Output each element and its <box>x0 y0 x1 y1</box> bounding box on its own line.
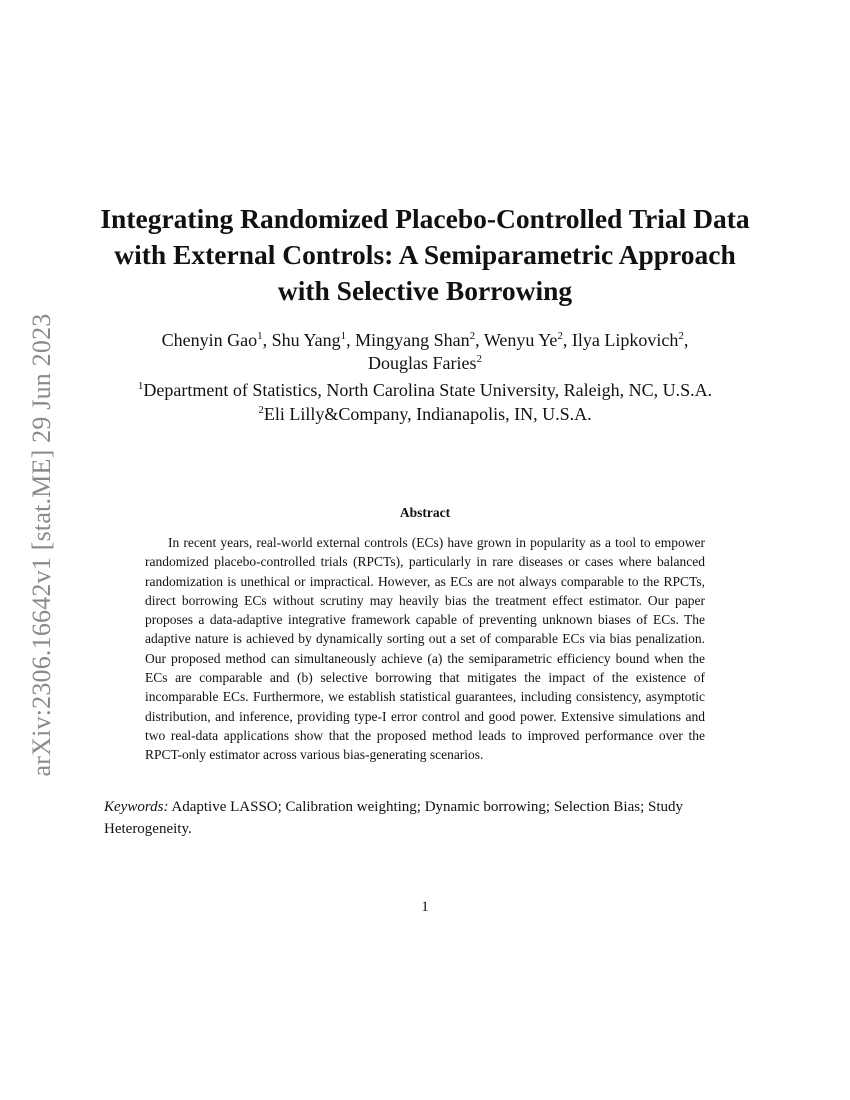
arxiv-sidebar <box>24 290 60 800</box>
author-separator: , <box>562 330 572 350</box>
author-affiliation-mark: 1 <box>257 330 263 342</box>
author-separator: , <box>683 330 689 350</box>
author-separator: , <box>346 330 356 350</box>
abstract-heading: Abstract <box>399 505 451 520</box>
author-name: Chenyin Gao <box>161 330 258 350</box>
affiliation-mark: 2 <box>258 404 264 416</box>
page-number: 1 <box>421 899 429 915</box>
author-entry <box>355 330 484 350</box>
author-affiliation-mark: 2 <box>469 330 476 342</box>
author-entry <box>272 330 356 350</box>
author-name: Wenyu Ye <box>483 330 558 350</box>
affiliation-text: Eli Lilly&Company, Indianapolis, IN, U.S.A. <box>263 404 592 424</box>
author-affiliation-mark: 2 <box>557 330 563 342</box>
author-entry <box>368 353 482 373</box>
author-entry <box>572 330 688 350</box>
author-name: Shu Yang <box>271 330 341 350</box>
keywords-label: Keywords: <box>104 799 169 815</box>
author-affiliation-mark: 2 <box>476 353 482 365</box>
arxiv-identifier: arXiv:2306.16642v1 [stat.ME] 29 Jun 2023 <box>27 313 56 777</box>
author-entry <box>162 330 272 350</box>
affiliation-text: Department of Statistics, North Carolina State University, Raleigh, NC, U.S.A. <box>143 380 713 400</box>
paper-title: Integrating Randomized Placebo-Controlled Trial Data with External Controls: A Semiparametric Approach with Selective Borrowing <box>100 203 750 306</box>
author-separator: , <box>262 330 272 350</box>
author-affiliation-mark: 2 <box>678 330 684 342</box>
affiliation-mark: 1 <box>137 380 144 392</box>
abstract-text: In recent years, real-world external controls (ECs) have grown in popularity as a tool to empower randomized placebo-controlled trials (RPCTs), particularly in rare diseases or cases where balanced randomization is unethical or impractical. However, as ECs are not always comparable to the RPCTs, direct borrowing ECs without scrutiny may heavily bias the treatment effect estimator. Our paper proposes a data-adaptive integrative framework capable of preventing unknown biases of ECs. The adaptive nature is achieved by dynamically sorting out a set of comparable ECs via bias penalization. Our proposed method can simultaneously achieve (a) the semiparametric efficiency bound when the ECs are comparable and (b) selective borrowing that mitigates the impact of the existence of incomparable ECs. Furthermore, we establish statistical guarantees, including consistency, asymptotic distribution, and inference, providing type-I error control and good power. Extensive simulations and two real-data applications show that the proposed method leads to improved performance over the RPCT-only estimator across various bias-generating scenarios. <box>145 535 705 763</box>
author-list <box>100 329 750 375</box>
keywords-text: Adaptive LASSO; Calibration weighting; Dynamic borrowing; Selection Bias; Study Heterogeneity. <box>104 799 684 837</box>
author-name: Douglas Faries <box>368 353 477 373</box>
author-entry <box>484 330 572 350</box>
author-name: Mingyang Shan <box>355 330 470 350</box>
author-separator: , <box>475 330 484 350</box>
affiliation-1 <box>60 379 790 402</box>
author-name: Ilya Lipkovich <box>571 330 679 350</box>
author-affiliation-mark: 1 <box>340 330 347 342</box>
keywords <box>104 796 749 840</box>
affiliation-2 <box>60 403 790 426</box>
